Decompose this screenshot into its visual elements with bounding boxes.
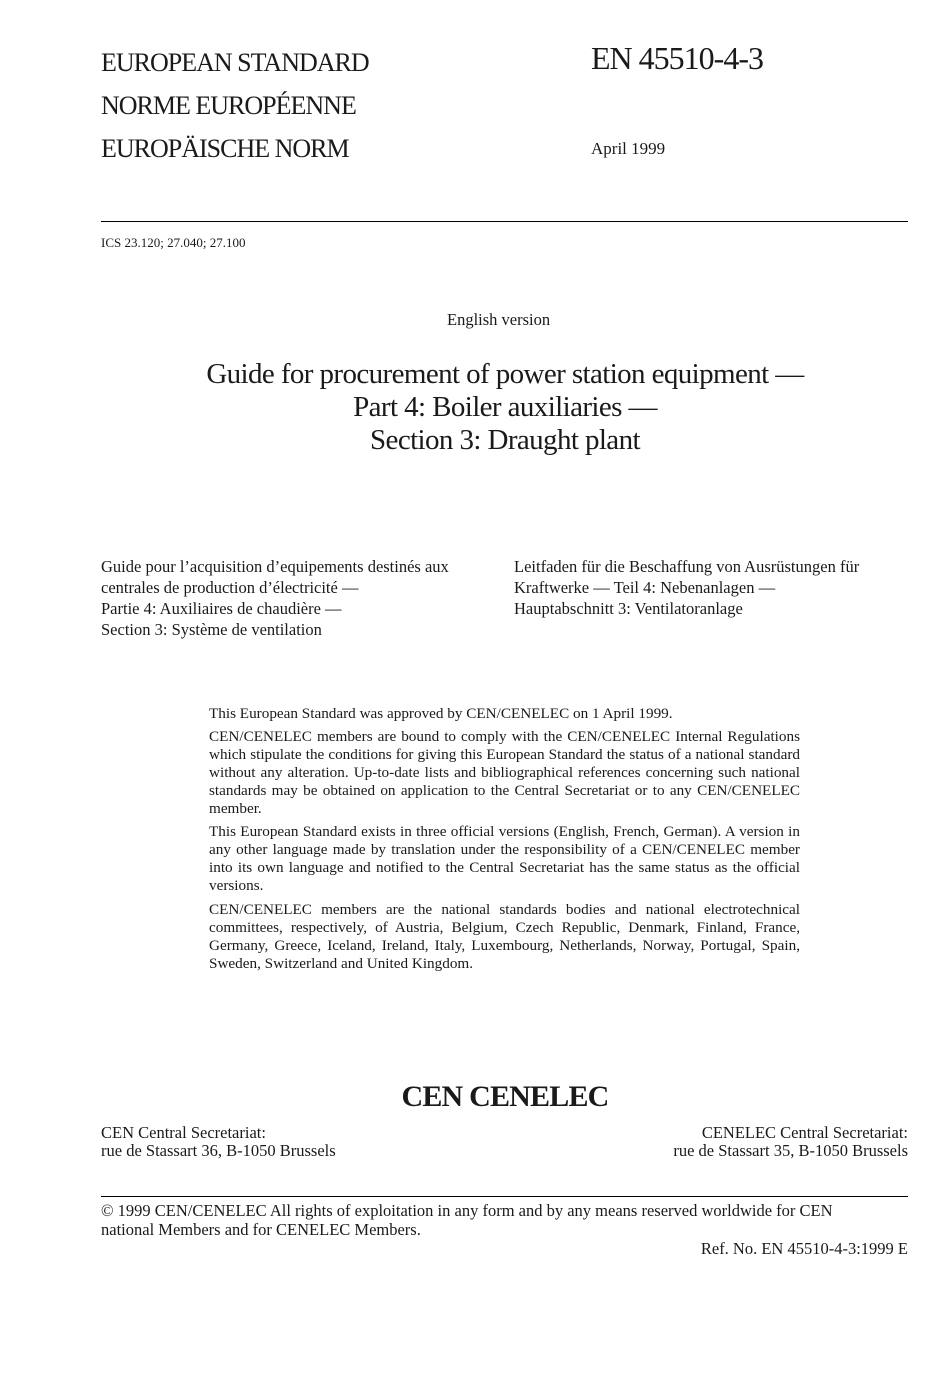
footer-divider [101,1196,908,1197]
approval-paragraph-2: CEN/CENELEC members are bound to comply with the CEN/CENELEC Internal Regulations which stipulate the conditions for giving this European Standard the status of a national standard without any alteration. Up-to-date lists and bibliographical references concerning such national standards may be obtained on application to the Central Secretariat or to any CEN/CENELEC member. [209,728,800,817]
copyright-line-1: © 1999 CEN/CENELEC All rights of exploitation in any form and by any means reserved worldwide for CEN [101,1201,833,1220]
standard-number: EN 45510-4-3 [591,40,763,76]
cenelec-secretariat-label: CENELEC Central Secretariat: [701,1123,908,1142]
version-label: English version [447,310,551,329]
approval-paragraph-4: CEN/CENELEC members are the national standards bodies and national electrotechnical committees, respectively, of Austria, Belgium, Czech Republic, Denmark, Finland, France, Germany, Greece, Iceland, Ireland, Italy, Luxembourg, Netherlands, Norway, Portugal, Spain, Sweden, Switzerland and United Kingdom. [209,901,800,972]
cenelec-secretariat-address: rue de Stassart 35, B-1050 Brussels [673,1141,908,1160]
title-french-line-1: Guide pour l’acquisition d’equipements destinés aux [101,557,449,576]
title-french-line-3: Partie 4: Auxiliaires de chaudière — [101,599,342,618]
cen-secretariat-label: CEN Central Secretariat: [101,1123,266,1142]
reference-number: Ref. No. EN 45510-4-3:1999 E [700,1239,908,1258]
title-german-line-3: Hauptabschnitt 3: Ventilatoranlage [514,599,743,618]
approval-paragraph-1: This European Standard was approved by CEN/CENELEC on 1 April 1999. [209,705,673,722]
title-line-2: Part 4: Boiler auxiliaries — [353,391,657,423]
copyright-line-2: national Members and for CENELEC Members. [101,1220,421,1239]
publication-date: April 1999 [591,139,666,158]
title-german-line-1: Leitfaden für die Beschaffung von Ausrüstungen für [514,557,860,576]
title-french-line-4: Section 3: Système de ventilation [101,620,322,639]
standard-name-german: EUROPÄISCHE NORM [101,134,349,163]
ics-codes: ICS 23.120; 27.040; 27.100 [101,235,246,250]
standard-name-english: EUROPEAN STANDARD [101,48,369,77]
header-divider [101,221,908,222]
cen-cenelec-logo: CEN CENELEC [401,1080,609,1113]
approval-paragraph-3: This European Standard exists in three official versions (English, French, German). A version in any other language made by translation under the responsibility of a CEN/CENELEC member into its own language and notified to the Central Secretariat has the same status as the official versions. [209,823,800,894]
standard-name-french: NORME EUROPÉENNE [101,91,356,120]
cen-secretariat-address: rue de Stassart 36, B-1050 Brussels [101,1141,336,1160]
title-line-3: Section 3: Draught plant [370,424,640,456]
title-german-line-2: Kraftwerke — Teil 4: Nebenanlagen — [514,578,776,597]
title-french-line-2: centrales de production d’électricité — [101,578,359,597]
title-line-1: Guide for procurement of power station equipment — [206,358,804,390]
